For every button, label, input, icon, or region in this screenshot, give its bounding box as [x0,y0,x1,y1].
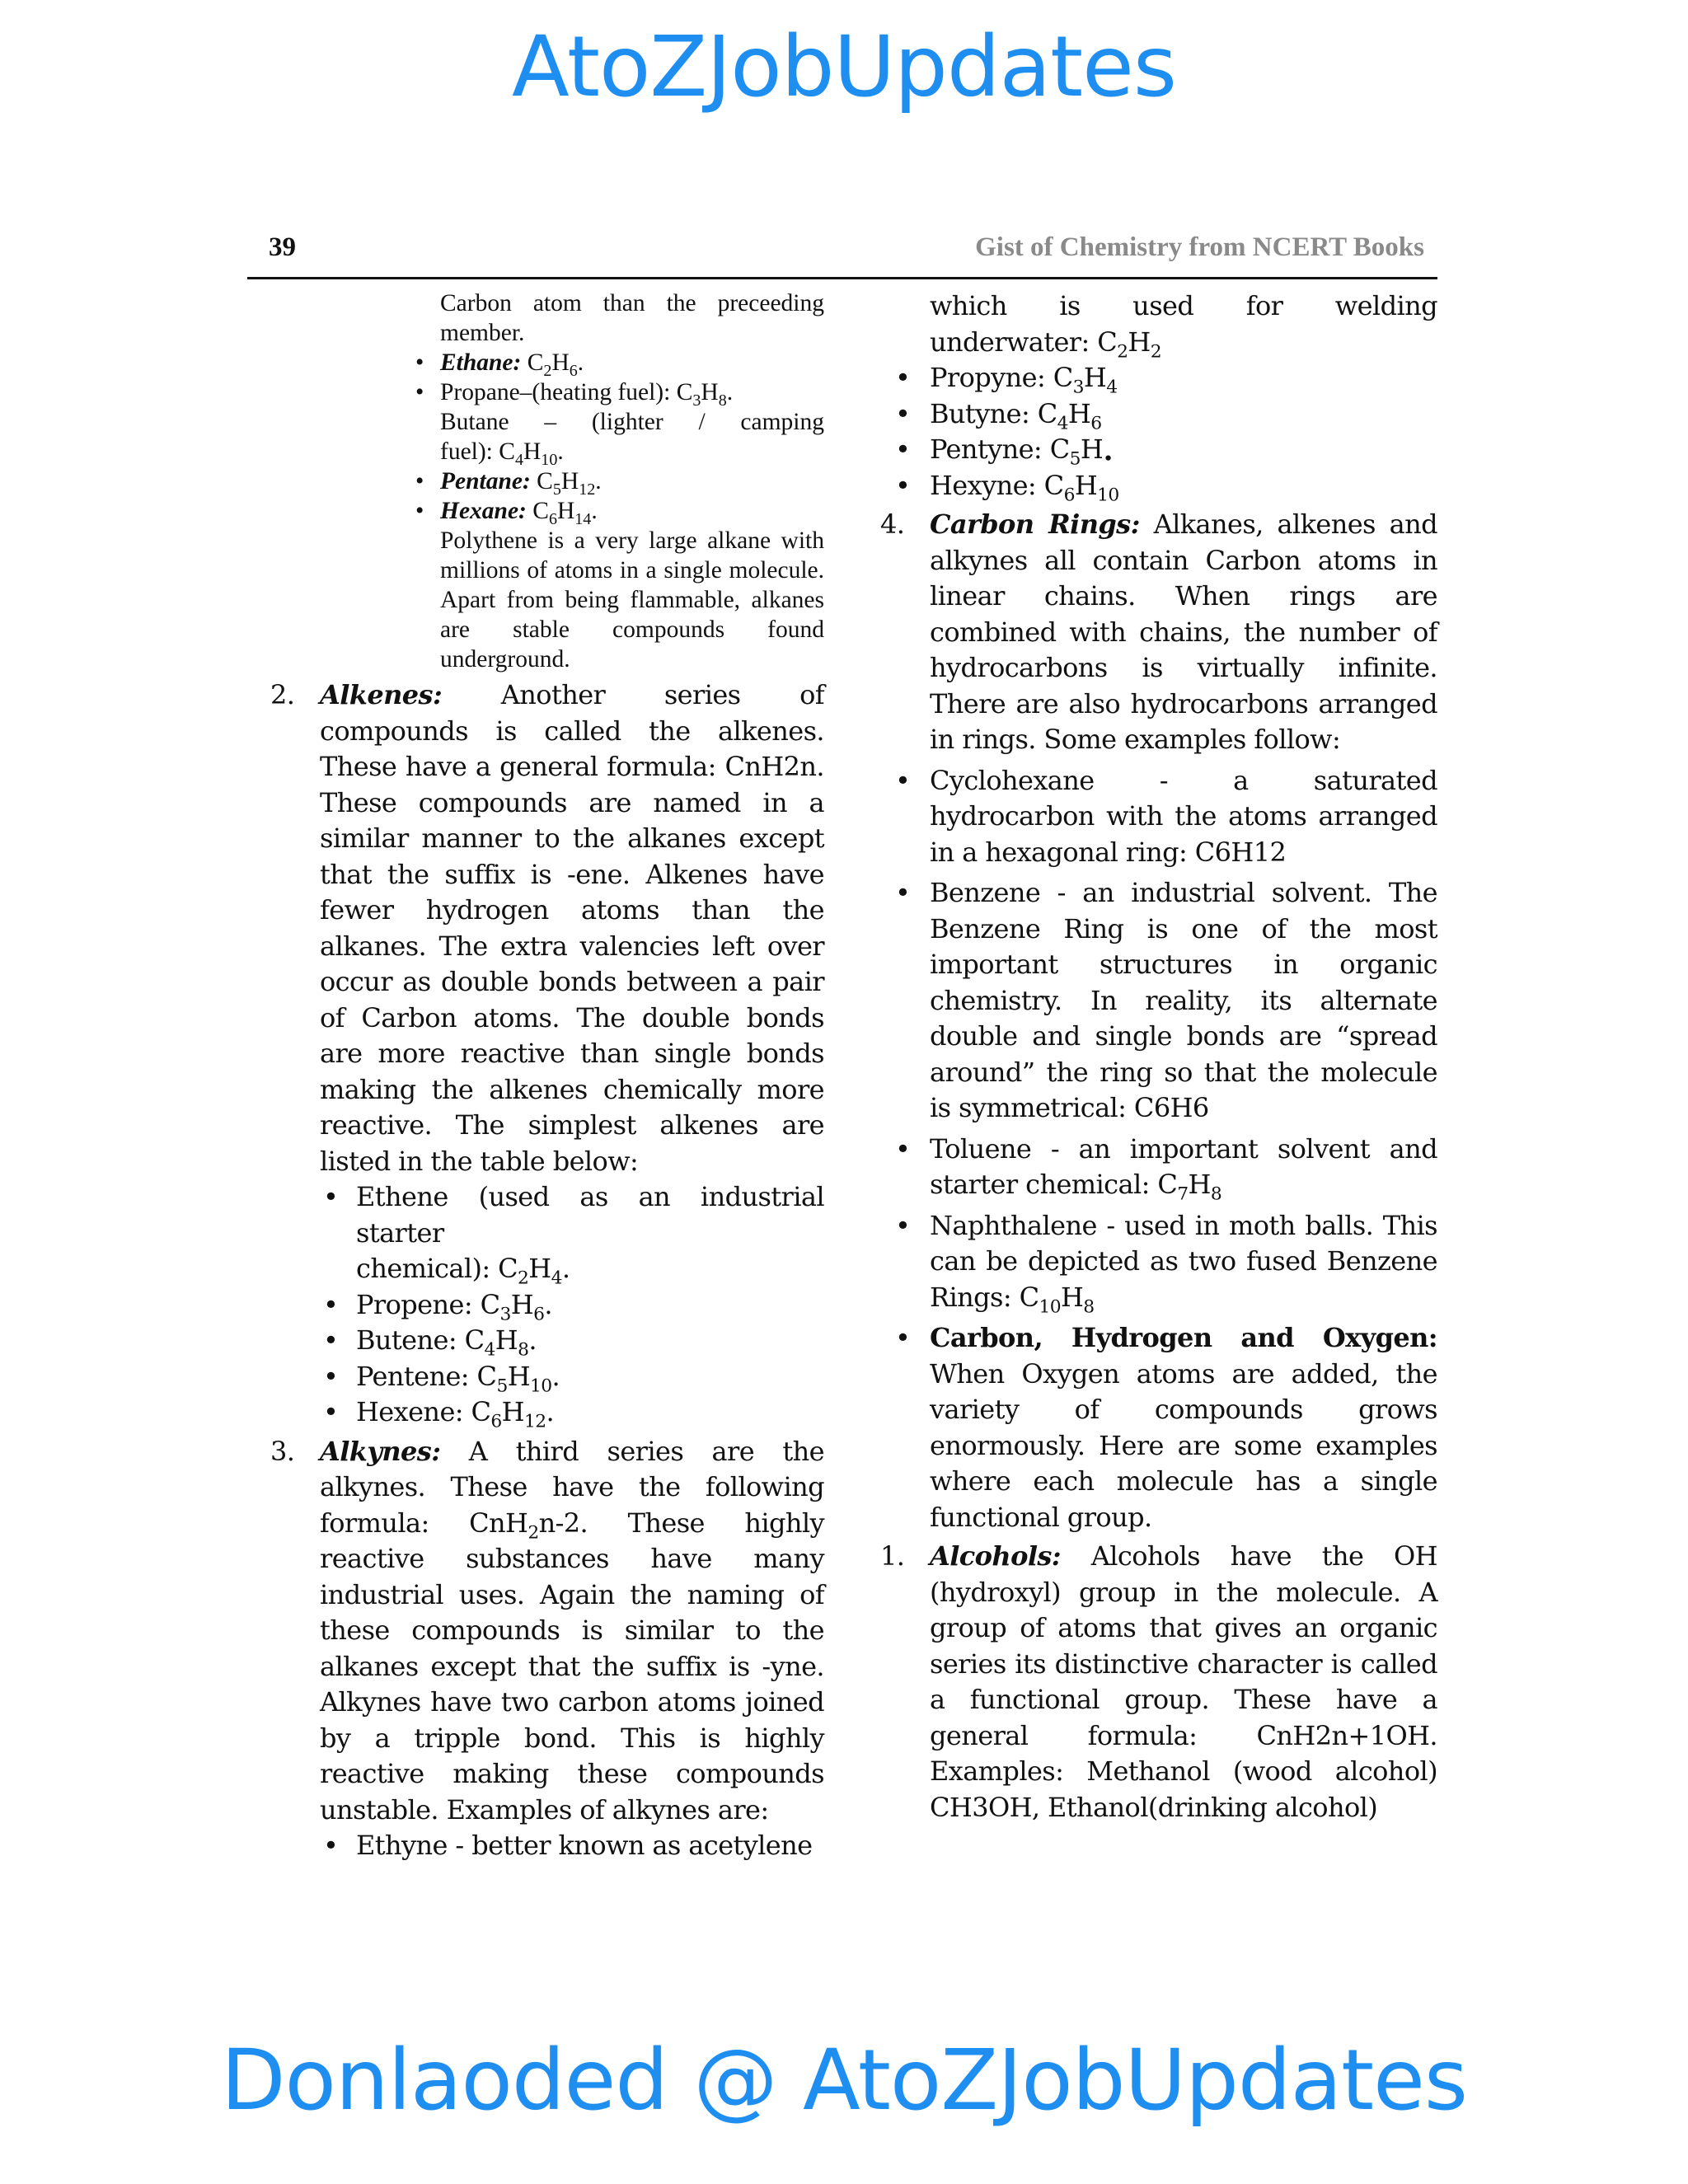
alkenes-section: 2. Alkenes: Another series of compounds is called the alkenes. These have a general formula: CnH2n. These compounds are named in a similar manner to the alkanes except that the suffix is -ene. Alkenes have fewer hydrogen atoms than the alkanes. The extra valencies left over occur as double bonds between a pair of Carbon atoms. The double bonds are more reactive than single bonds making the alkenes chemically more reactive. The simplest alkenes are listed in the table below: [270,679,824,1177]
alkene-ethene-line-1: • Ethene (used as an industrial starter [270,1179,824,1251]
ring-toluene: • Toluene - an important solvent and starter chemical: $C_7H_8$ [880,1132,1437,1203]
alkyne-hexyne: • Hexyne: $C_6H_{10}$ [880,468,1437,504]
alkane-hexane: • Hexane: $C_6H_{14}$. [270,496,824,526]
alkyne-butyne: • Butyne: $C_4H_6$ [880,396,1437,433]
alkane-pentane: • Pentane: $C_5H_{12}$. [270,466,824,496]
alkyne-propyne: • Propyne: $C_3H_4$ [880,360,1437,396]
ring-naphthalene: • Naphthalene - used in moth balls. This can be depicted as two fused Benzene Rings: $C_{10}H_8$ [880,1208,1437,1316]
left-column [270,288,824,1864]
ring-benzene: • Benzene - an industrial solvent. The Benzene Ring is one of the most important structures in organic chemistry. In reality, its alternate double and single bonds are “spread around” the ring so that the molecule is symmetrical: C6H6 [880,875,1437,1127]
alkane-propane: • Propane–(heating fuel): $C_3H_8$. [270,377,824,407]
ring-cyclohexane: • Cyclohexane - a saturated hydrocarbon with the atoms arranged in a hexagonal ring: C6H12 [880,763,1437,871]
alkane-butane-line-2: fuel): $C_4H_{10}$. [440,438,564,469]
ethyne-continued-1: which is used for welding [930,290,1437,321]
alkene-ethene-line-2: chemical): $C_2H_4$. [356,1253,570,1289]
ethyne-continued-2: underwater: $C_2H_2$ [930,326,1161,362]
alkynes-section: 3. Alkynes: A third series are the alkynes. These have the following formula: CnH$_2$n-2. These highly reactive substances have many industrial uses. Again the naming of these compounds is similar to the alkanes except that the suffix is -yne. Alkynes have two carbon atoms joined by a tripple bond. This is highly reactive making these compounds unstable. Examples of alkynes are: [270,1435,824,1825]
alkene-propene: • Propene: $C_3H_6$. [270,1287,824,1324]
header-rule [247,277,1437,279]
alkyne-ethyne: • Ethyne - better known as acetylene [270,1828,824,1864]
alkane-ethane: • Ethane: $C_2H_6$. [270,348,824,377]
right-column [880,288,1437,1825]
intro-line-1: Carbon atom than the preceeding [440,290,824,316]
alkyne-pentyne: • Pentyne: $C_5H_•$ [880,432,1437,468]
intro-line-2: member. [440,320,525,346]
alkene-butene: • Butene: $C_4H_8$. [270,1323,824,1359]
alkene-pentene: • Pentene: $C_5H_{10}$. [270,1359,824,1395]
watermark-top: AtoZJobUpdates [511,18,1177,116]
alkane-butane-line-1: Butane – (lighter / camping [440,409,824,435]
page-number: 39 [269,232,296,262]
carbon-rings-section: 4. Carbon Rings: Alkanes, alkenes and alkynes all contain Carbon atoms in linear chains. When rings are combined with chains, the number of hydrocarbons is virtually infinite. There are also hydrocarbons arranged in rings. Some examples follow: [880,509,1438,755]
running-title: Gist of Chemistry from NCERT Books [975,232,1424,262]
carbon-hydrogen-oxygen-section: • Carbon, Hydrogen and Oxygen: When Oxygen atoms are added, the variety of compounds grows enormously. Here are some examples where each molecule has a single functional group. [880,1320,1437,1535]
watermark-bottom: Donlaoded @ AtoZJobUpdates [221,2032,1467,2130]
alcohols-section: 1. Alcohols: Alcohols have the OH (hydroxyl) group in the molecule. A group of atoms that gives an organic series its distinctive character is called a functional group. These have a general formula: CnH2n+1OH. Examples: Methanol (wood alcohol) CH3OH, Ethanol(drinking alcohol) [880,1540,1437,1823]
polythene-paragraph: Polythene is a very large alkane with millions of atoms in a single molecule. Apart from being flammable, alkanes are stable compounds found underground. [440,527,824,673]
alkene-hexene: • Hexene: $C_6H_{12}$. [270,1394,824,1431]
